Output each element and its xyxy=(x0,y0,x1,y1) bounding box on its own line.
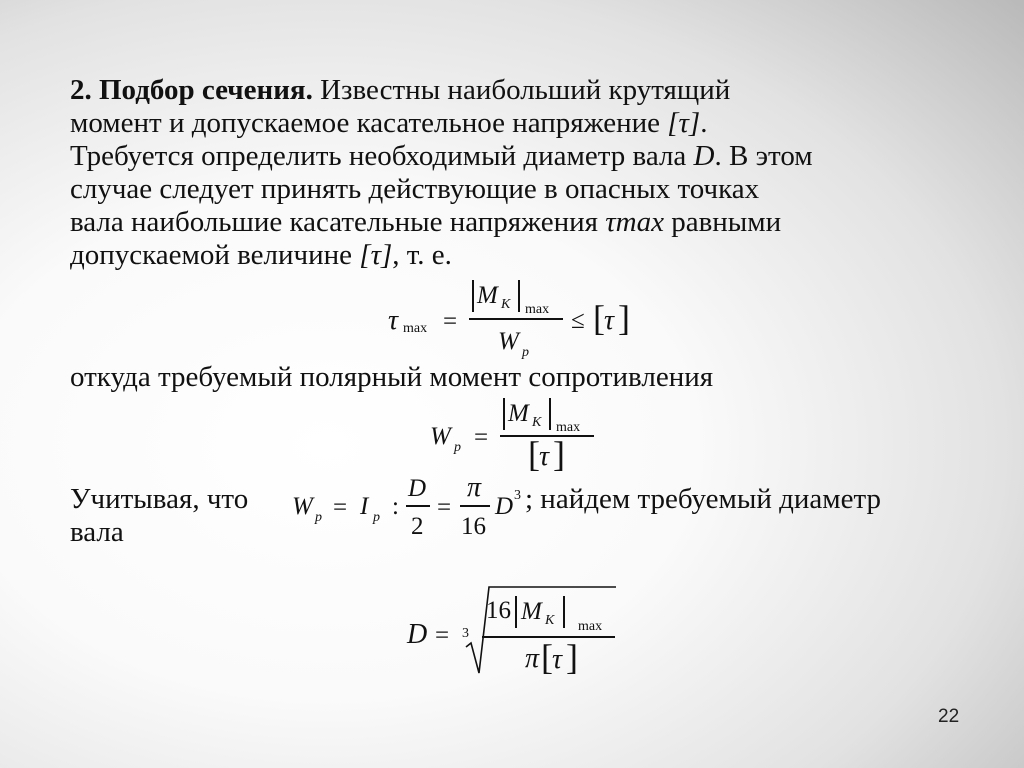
abs-bar-right xyxy=(518,280,520,312)
pi-symbol: π xyxy=(525,643,540,674)
w-subscript: p xyxy=(454,440,461,455)
bracket-right: ] xyxy=(566,637,578,677)
paragraph-line-5: вала наибольшие касательные напряжения τmax равными xyxy=(70,206,782,238)
moment-symbol: M xyxy=(477,282,498,309)
i-subscript: p xyxy=(373,510,380,525)
abs-bar-right xyxy=(549,398,551,430)
moment-subscript: K xyxy=(545,613,555,628)
coefficient-16: 16 xyxy=(486,597,511,624)
d-symbol: D xyxy=(495,493,514,520)
w-symbol: W xyxy=(292,493,313,520)
max-subscript: max xyxy=(525,302,550,317)
fraction-line xyxy=(500,435,594,437)
max-subscript: max xyxy=(556,420,581,435)
bracket-right: ] xyxy=(618,298,630,338)
tau-subscript: max xyxy=(403,321,428,336)
tau-allowable: τ xyxy=(552,644,563,675)
abs-bar-right xyxy=(563,596,565,628)
bracket-left: [ xyxy=(528,434,540,474)
paragraph-2: откуда требуемый полярный момент сопротивления xyxy=(70,361,714,393)
equals-sign: = xyxy=(443,308,458,335)
tau-symbol: τ xyxy=(388,305,399,336)
paragraph-line-6: допускаемой величине [τ], т. е. xyxy=(70,239,452,271)
bracket-right: ] xyxy=(553,434,565,474)
i-symbol: I xyxy=(360,493,369,520)
d-symbol: D xyxy=(407,619,428,650)
w-subscript: p xyxy=(522,345,529,360)
abs-bar-left xyxy=(472,280,474,312)
bracket-left: [ xyxy=(593,298,605,338)
pi-numerator: π xyxy=(467,472,482,503)
sixteen-denominator: 16 xyxy=(461,513,486,540)
abs-bar-left xyxy=(503,398,505,430)
paragraph-line-1: 2. Подбор сечения. Известны наибольший крутящий xyxy=(70,74,731,106)
colon-sign: : xyxy=(392,493,399,520)
w-symbol: W xyxy=(430,423,451,450)
equals-sign: = xyxy=(333,494,348,521)
fraction-line xyxy=(406,505,430,507)
moment-symbol: M xyxy=(508,400,529,427)
equals-sign: = xyxy=(435,622,450,649)
leq-sign: ≤ xyxy=(571,307,585,334)
page-number: 22 xyxy=(938,706,960,727)
fraction-d-numerator: D xyxy=(408,475,427,502)
fraction-line xyxy=(469,318,563,320)
moment-subscript: K xyxy=(501,297,511,312)
section-heading: 2. Подбор сечения. xyxy=(70,74,313,106)
d-exponent: 3 xyxy=(514,488,521,503)
fraction-line xyxy=(460,505,490,507)
root-index: 3 xyxy=(462,626,469,641)
paragraph-line-3: Требуется определить необходимый диаметр вала D. В этом xyxy=(70,140,813,172)
w-subscript: p xyxy=(315,510,322,525)
paragraph-3-line-2: вала xyxy=(70,516,124,548)
tau-allowable: τ xyxy=(604,305,615,336)
tau-allowable: τ xyxy=(539,441,550,472)
equals-sign: = xyxy=(474,424,489,451)
bracket-left: [ xyxy=(541,637,553,677)
paragraph-line-2: момент и допускаемое касательное напряжение [τ]. xyxy=(70,107,708,139)
paragraph-3-suffix: ; найдем требуемый диаметр xyxy=(525,483,881,515)
w-symbol: W xyxy=(498,328,519,355)
equals-sign: = xyxy=(437,494,452,521)
abs-bar-left xyxy=(515,596,517,628)
fraction-d-denominator: 2 xyxy=(411,513,424,540)
paragraph-3-prefix: Учитывая, что xyxy=(70,483,249,515)
moment-symbol: M xyxy=(521,598,542,625)
paragraph-line-4: случае следует принять действующие в опасных точках xyxy=(70,173,760,205)
moment-subscript: K xyxy=(532,415,542,430)
max-subscript: max xyxy=(578,619,603,634)
